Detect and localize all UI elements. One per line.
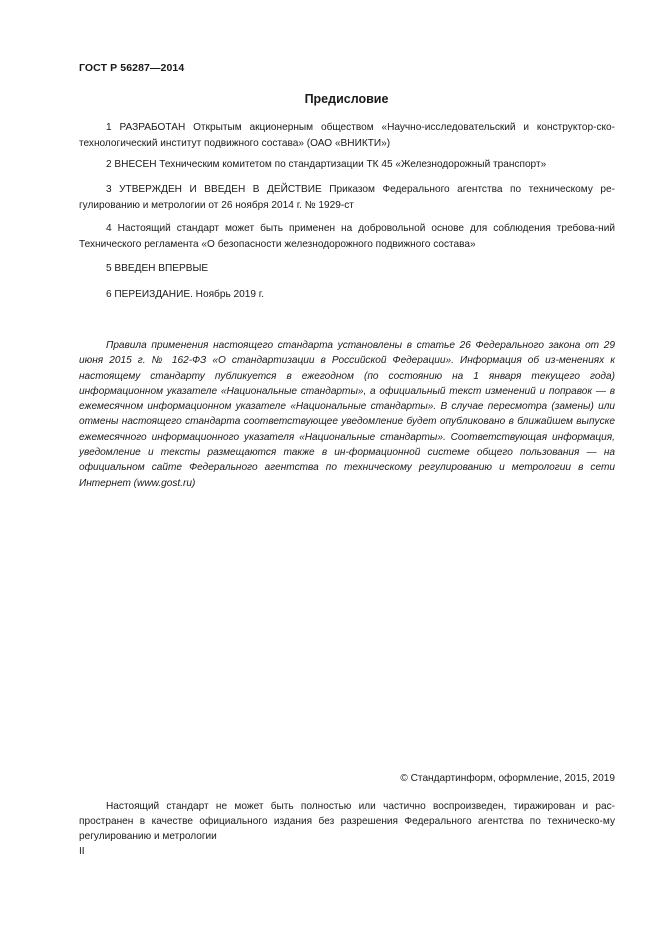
- preface-item-1: 1 РАЗРАБОТАН Открытым акционерным обществом «Научно-исследовательский и конструктор-ско-технологический институт подвижного состава» (ОАО «ВНИКТИ»): [79, 122, 615, 149]
- preface-item-6: 6 ПЕРЕИЗДАНИЕ. Ноябрь 2019 г.: [106, 289, 265, 300]
- preface-item-2: 2 ВНЕСЕН Техническим комитетом по стандартизации ТК 45 «Железнодорожный транспорт»: [106, 159, 547, 170]
- preface-title: Предисловие: [304, 92, 389, 106]
- preface-item-3: 3 УТВЕРЖДЕН И ВВЕДЕН В ДЕЙСТВИЕ Приказом Федерального агентства по техническому ре-гулированию и метрологии от 26 ноября 2014 г. № 1929-ст: [79, 184, 615, 211]
- preface-item-5: 5 ВВЕДЕН ВПЕРВЫЕ: [106, 263, 209, 274]
- preface-item-4: 4 Настоящий стандарт может быть применен на добровольной основе для соблюдения требова-ний Технического регламента «О безопасности железнодорожного подвижного состава»: [79, 223, 615, 250]
- reproduction-notice: Настоящий стандарт не может быть полностью или частично воспроизведен, тиражирован и рас-пространен в качестве официального издания без разрешения Федерального агентства по техническо-му регулированию и метрологии: [79, 801, 615, 843]
- copyright-line: © Стандартинформ, оформление, 2015, 2019: [400, 773, 615, 784]
- page-number: II: [79, 846, 85, 857]
- application-rules-note: Правила применения настоящего стандарта установлены в статье 26 Федерального закона от 29 июня 2015 г. № 162-ФЗ «О стандартизации в Российской Федерации». Информация об из-менениях к настоящему стандарту публикуется в ежегодном (по состоянию на 1 января текущего года) информационном указателе «Национальные стандарты», а официальный текст изменений и поправок — в ежемесячном информационном указателе «Национальные стандарты». В случае пересмотра (замены) или отмены настоящего стандарта соответствующее уведомление будет опубликовано в ближайшем выпуске ежемесячного информационного указателя «Национальные стандарты». Соответствующая информация, уведомление и тексты размещаются также в ин-формационной системе общего пользования — на официальном сайте Федерального агентства по техническому регулированию и метрологии в сети Интернет (www.gost.ru): [79, 340, 615, 489]
- document-number: ГОСТ Р 56287—2014: [79, 62, 185, 74]
